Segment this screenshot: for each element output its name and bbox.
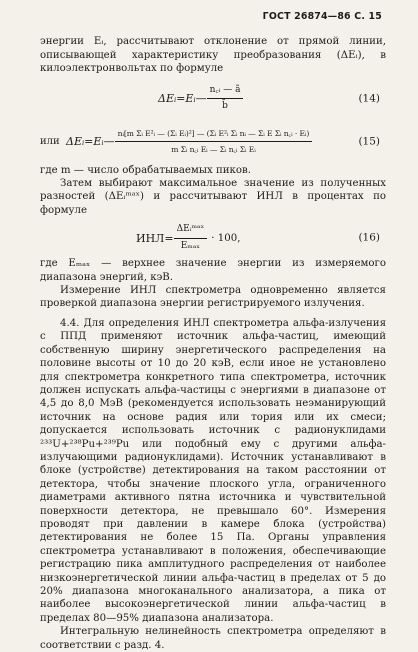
paragraph-where-emax: где Eₘₐₓ — верхнее значение энергии из измеряемого диапазона энергий, кэВ.: [40, 258, 386, 283]
formula-16-fraction: [174, 223, 208, 253]
formula-15-fraction: [115, 127, 313, 157]
formula-14-fraction: [207, 84, 244, 114]
formula-16-denominator: Eₘₐₓ: [174, 238, 208, 253]
formula-15-prefix: или: [40, 135, 60, 147]
formula-15-lhs: ΔEᵢ=Eᵢ—: [66, 134, 115, 148]
formula-15-numerator: nᵢ[m Σᵢ E²ᵢ — (Σᵢ Eᵢ)²] — (Σᵢ E²ᵢ Σᵢ nᵢ — Σᵢ E Σᵢ n꜀ᵢ · Eᵢ): [117, 128, 310, 138]
formula-16-lhs: ИНЛ=: [136, 231, 174, 245]
page-header: ГОСТ 26874—86 С. 15: [262, 11, 382, 22]
formula-15-denominator: m Σᵢ n꜀ᵢ Eᵢ — Σᵢ n꜀ᵢ Σᵢ Eᵢ: [115, 141, 313, 156]
paragraph-then: Затем выбирают максимальное значение из полученных разностей (ΔEᵢᵐᵃˣ) и рассчитывают ИНЛ в процентах по формуле: [40, 178, 386, 216]
formula-16-number: (16): [358, 231, 380, 244]
paragraph-section-4-4: 4.4. Для определения ИНЛ спектрометра альфа-излучения с ППД применяют источник альфа-частиц, имеющий собственную ширину энергетического распределения на половине высоты от 10 до 20 кэВ, если иное не установлено для спектрометра конкретного типа спектрометра, источник должен испускать альфа-частицы с энергиями в диапазоне от 4,5 до 8,0 МэВ (рекомендуется использовать неэманирующий источник на основе радия или тория или их смеси; допускается использовать источник с радионуклидами ²³³U+²³⁸Pu+²³⁹Pu или подобный ему с другими альфа-излучающими радионуклидами). Источник устанавливают в блоке (устройстве) детектирования на таком расстоянии от детектора, чтобы значение плоского угла, ограниченного диаметрами активного пятна источника и чувствительной поверхности детектора, не превышало 60°. Измерения проводят при давлении в камере блока (устройства) детектирования не более 15 Па. Органы управления спектрометра устанавливают в положения, обеспечивающие регистрацию пика амплитудного распределения от наиболее низкоэнергетической линии альфа-частиц в пределах от 5 до 20% диапазона многоканального анализатора, а пика от наиболее высокоэнергетической линии альфа-частиц в пределах 80—95% диапазона анализатора.: [40, 317, 386, 624]
formula-15: [40, 122, 386, 162]
paragraph-measurement: Измерение ИНЛ спектрометра одновременно является проверкой диапазона энергии регистрируемого излучения.: [40, 285, 386, 310]
formula-14-denominator: b̃: [207, 98, 244, 113]
formula-16-numerator: ΔEᵢᵐᵃˣ: [176, 224, 205, 235]
formula-14-number: (14): [358, 91, 380, 104]
formula-14-lhs: ΔEᵢ=Eᵢ—: [158, 91, 207, 105]
formula-14-numerator: n꜀ᵢ — ã: [209, 84, 241, 95]
formula-16-suffix: · 100,: [211, 232, 241, 244]
formula-15-number: (15): [358, 134, 380, 147]
formula-16: [40, 221, 386, 255]
formula-14: [40, 80, 386, 118]
paragraph-intro: энергии Eᵢ, рассчитывают отклонение от прямой линии, описывающей характеристику преобразования (ΔEᵢ), в килоэлектронвольтах по формуле: [40, 36, 386, 75]
paragraph-where-m: где m — число обрабатываемых пиков.: [40, 164, 251, 176]
paragraph-integral-nonlinearity: Интегральную нелинейность спектрометра определяют в соответствии с разд. 4.: [40, 626, 386, 651]
